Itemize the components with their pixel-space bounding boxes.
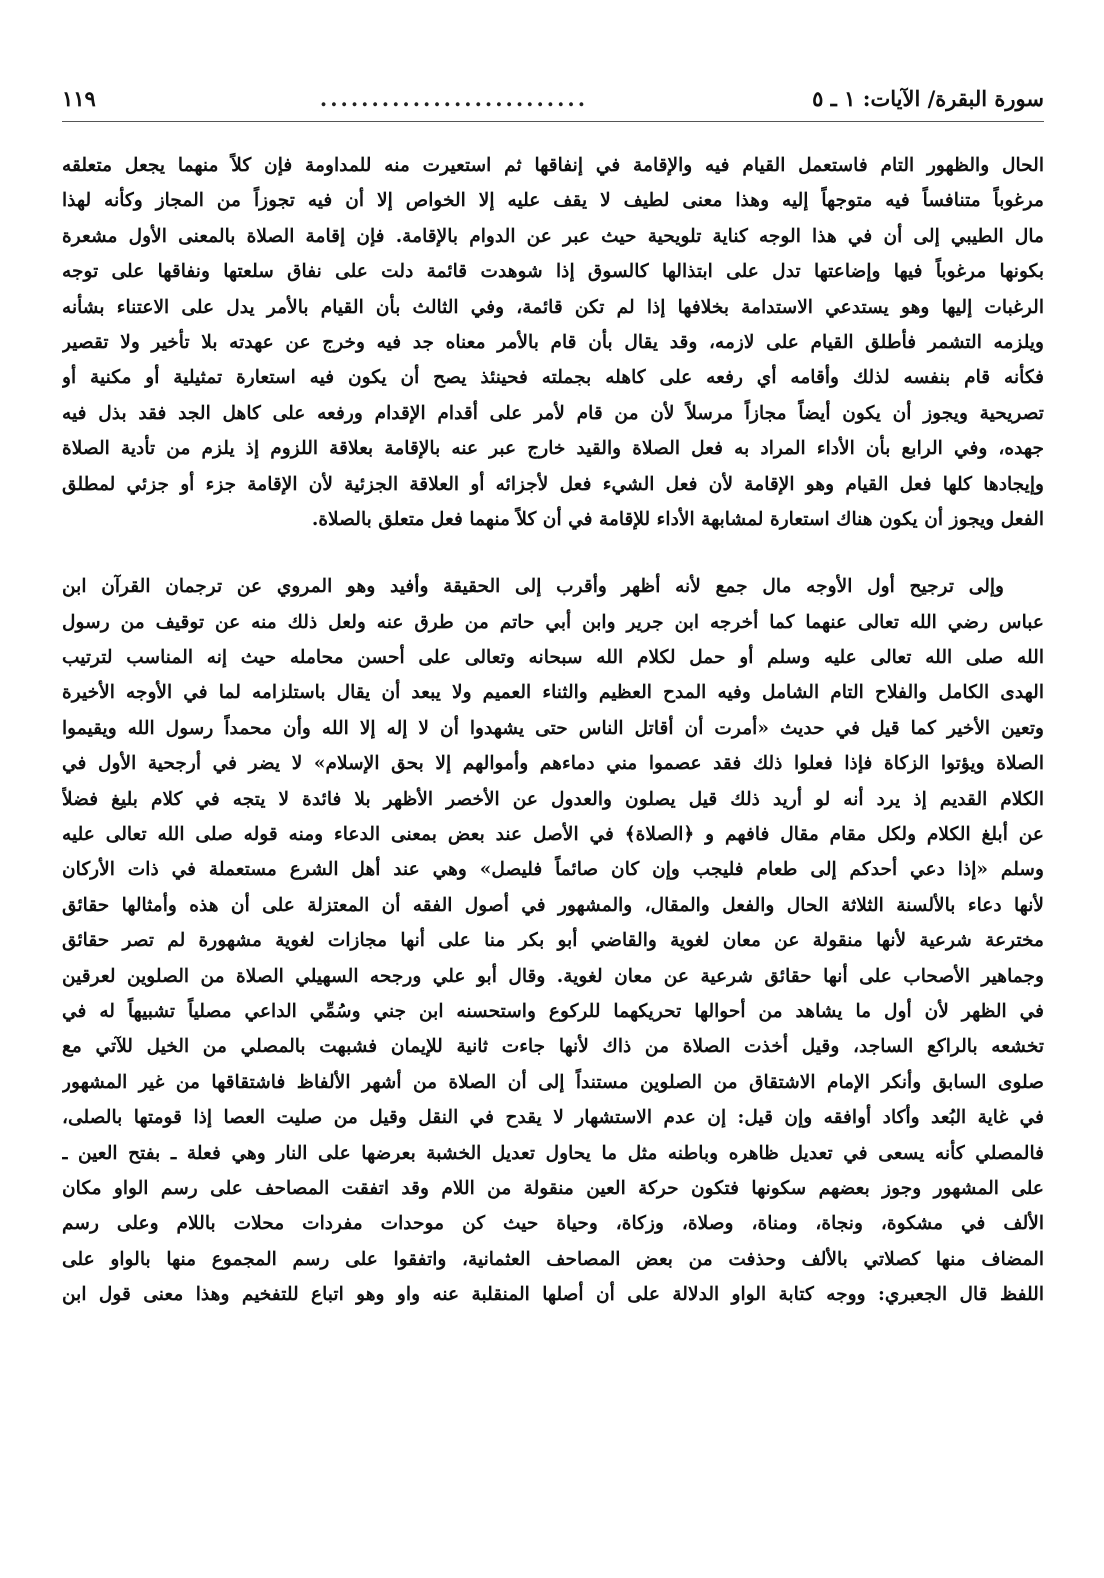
text-line: اللفظ قال الجعبري: ووجه كتابة الواو الدلالة على أن أصلها المنقلبة عنه واو وهو اتباع للتفخيم وهذا معنى قول ابن: [62, 1284, 1044, 1306]
text-line: صلوى السابق وأنكر الإمام الاشتقاق من الصلوين مستنداً إلى أن الصلاة من أشهر الألفاظ فاشتقاقها من غير المشهور: [62, 1071, 1044, 1093]
text-line: لأنها دعاء بالألسنة الثلاثة الحال والفعل والمقال، والمشهور في أصول الفقه أن المعتزلة على أن هذه وأمثالها حقائق: [62, 894, 1044, 916]
text-line: الصلاة ويؤتوا الزكاة فإذا فعلوا ذلك فقد عصموا مني دماءهم وأموالهم إلا بحق الإسلام» لا يضر في أرجحية الأول في: [62, 753, 1044, 775]
text-line: فكأنه قام بنفسه لذلك وأقامه أي رفعه على كاهله بجملته فحينئذ يصح أن يكون فيه استعارة تمثيلية أو مكنية أو: [62, 367, 1044, 389]
page-body: [62, 148, 1044, 1313]
text-line: ويلزمه التشمر فأطلق القيام على لازمه، وقد يقال بأن قام بالأمر معناه جد فيه وخرج عن عهدته بلا تأخير ولا تقصير: [62, 331, 1044, 353]
text-line: الألف في مشكوة، ونجاة، ومناة، وصلاة، وزكاة، وحياة حيث كن موحدات مفردات محلات باللام وعلى رسم: [62, 1213, 1044, 1235]
text-line: وسلم «إذا دعي أحدكم إلى طعام فليجب وإن كان صائماً فليصل» وهي عند أهل الشرع مستعملة في ذات الأركان: [62, 859, 1044, 881]
running-header: [62, 78, 1044, 118]
text-line: وإيجادها كلها فعل القيام وهو الإقامة لأن فعل الشيء فعل لأجزائه أو العلاقة الجزئية لأن الإقامة جزء أو جزئي لمطلق: [62, 473, 1044, 495]
text-line: وإلى ترجيح أول الأوجه مال جمع لأنه أظهر وأقرب إلى الحقيقة وأفيد وهو المروي عن ترجمان القرآن ابن: [62, 576, 1004, 598]
text-line: فالمصلي كأنه يسعى في تعديل ظاهره وباطنه مثل ما يحاول تعديل الخشبة بعرضها على النار وهي فعلة ـ بفتح العين ـ: [62, 1142, 1044, 1164]
text-line: مخترعة شرعية لأنها منقولة عن معان لغوية والقاضي أبو بكر منا على أنها مجازات لغوية مشهورة لم تصر حقائق: [62, 930, 1044, 952]
text-line: الرغبات إليها وهو يستدعي الاستدامة بخلافها إذا لم تكن قائمة، وفي الثالث بأن القيام بالأمر يدل على الاعتناء بشأنه: [62, 296, 1044, 318]
paragraph: [62, 148, 1044, 537]
text-line: مرغوباً متنافساً فيه متوجهاً إليه وهذا معنى لطيف لا يقف عليه إلا الخواص إلا أن فيه تجوزاً من المجاز وكأنه لهذا: [62, 190, 1044, 212]
text-line: تصريحية ويجوز أن يكون أيضاً مجازاً مرسلاً لأن من قام لأمر على أقدام الإقدام ورفعه على كاهل الجد فقد بذل فيه: [62, 402, 1044, 424]
text-line: عباس رضي الله تعالى عنهما كما أخرجه ابن جرير وابن أبي حاتم من طرق عنه ولعل ذلك منه عن توقيف من رسول: [62, 611, 1044, 633]
text-line: الحال والظهور التام فاستعمل القيام فيه والإقامة في إنفاقها ثم استعيرت منه للمداومة فإن كلاً منهما يجعل متعلقه: [62, 155, 1044, 176]
text-line: وجماهير الأصحاب على أنها حقائق شرعية عن معان لغوية. وقال أبو علي ورجحه السهيلي الصلاة من الصلوين لعرقين: [62, 965, 1044, 987]
text-line: مال الطيبي إلى أن في هذا الوجه كناية تلويحية حيث عبر عن الدوام بالإقامة. فإن إقامة الصلاة بالمعنى الأول مشعرة: [62, 225, 1044, 247]
page-number: ١١٩: [62, 85, 96, 111]
text-line: عن أبلغ الكلام ولكل مقام مقال فافهم و ﴿الصلاة﴾ في الأصل عند بعض بمعنى الدعاء ومنه قوله صلى الله تعالى عليه: [62, 824, 1044, 846]
text-line: وتعين الأخير كما قيل في حديث «أمرت أن أقاتل الناس حتى يشهدوا أن لا إله إلا الله وأن محمداً رسول الله ويقيموا: [62, 717, 1044, 739]
text-line: الله صلى الله تعالى عليه وسلم أو حمل لكلام الله سبحانه وتعالى على أحسن محامله حيث إنه المناسب لترتيب: [62, 647, 1044, 669]
text-line: على المشهور وجوز بعضهم سكونها فتكون حركة العين منقولة من اللام وقد اتفقت المصاحف على رسم الواو مكان: [62, 1177, 1044, 1199]
header-rule: [62, 121, 1044, 122]
chapter-title: سورة البقرة/ الآيات: ١ ـ ٥: [812, 85, 1044, 111]
text-line: الفعل ويجوز أن يكون هناك استعارة لمشابهة الأداء للإقامة في أن كلاً منهما فعل متعلق بالصلاة.: [311, 508, 1044, 530]
text-line: في الظهر لأن أول ما يشاهد من أحوالها تحريكهما للركوع واستحسنه ابن جني وسُمِّي الداعي مصلياً تشبيهاً له في: [62, 1000, 1044, 1022]
text-line: الهدى الكامل والفلاح التام الشامل وفيه المدح العظيم والثناء العميم ولا يبعد أن يقال باستلزامه لما في الأوجه الأخيرة: [62, 682, 1044, 704]
text-line: في غاية البُعد وأكاد أوافقه وإن قيل: إن عدم الاستشهار لا يقدح في النقل وقيل من صليت العصا إذا قومتها بالصلى،: [62, 1107, 1044, 1129]
dot-leader: ..........................: [319, 85, 589, 111]
text-line: جهده، وفي الرابع بأن الأداء المراد به فعل الصلاة والقيد خارج عبر عنه بالإقامة بعلاقة اللزوم إذ يلزم من تأدية الصلاة: [62, 438, 1044, 460]
text-line: الكلام القديم إذ يرد أنه لو أريد ذلك قيل يصلون والعدول عن الأخصر الأظهر بلا فائدة لا يتجه في كلام بليغ فضلاً: [62, 788, 1044, 810]
text-line: تخشعه بالراكع الساجد، وقيل أخذت الصلاة من ذاك لأنها جاءت ثانية للإيمان فشبهت بالمصلي من الخيل للآتي مع: [62, 1036, 1044, 1058]
text-line: المضاف منها كصلاتي بالألف وحذفت من بعض المصاحف العثمانية، واتفقوا على رسم المجموع منها بالواو على: [62, 1248, 1044, 1270]
paragraph: [62, 569, 1044, 1312]
text-line: بكونها مرغوباً فيها وإضاعتها تدل على ابتذالها كالسوق إذا شوهدت قائمة دلت على نفاق سلعتها ونفاقها على توجه: [62, 261, 1044, 283]
